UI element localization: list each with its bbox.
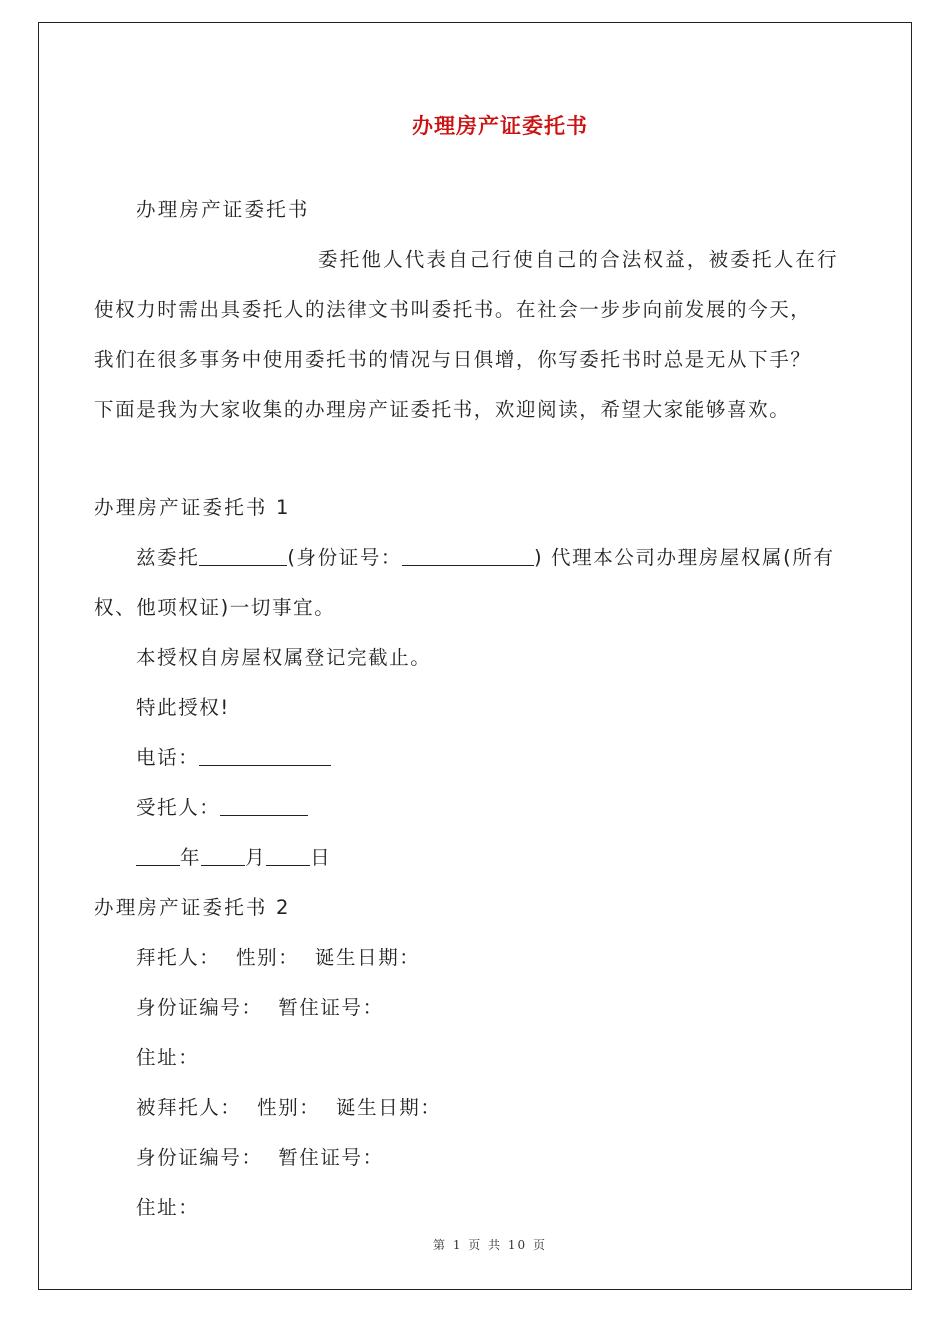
day-blank — [266, 845, 310, 866]
month-blank — [201, 845, 245, 866]
id-number-label: (身份证号： — [287, 546, 403, 569]
month-label: 月 — [245, 846, 267, 869]
agent-id-line: 身份证编号： 暂住证号： — [136, 1146, 384, 1169]
phone-line — [136, 744, 331, 772]
section-1-scope-line: 权、他项权证)一切事宜。 — [94, 596, 336, 619]
principal-info-line: 拜托人： 性别： 诞生日期： — [136, 946, 421, 969]
year-label: 年 — [180, 846, 202, 869]
delegate-label: 兹委托 — [136, 546, 200, 569]
phone-blank — [199, 745, 331, 766]
trustee-blank — [220, 795, 308, 816]
principal-id-line: 身份证编号： 暂住证号： — [136, 996, 384, 1019]
trustee-label: 受托人： — [136, 796, 221, 819]
id-number-blank — [402, 545, 534, 566]
date-line — [136, 844, 331, 872]
agent-info-line: 被拜托人： 性别： 诞生日期： — [136, 1096, 442, 1119]
day-label: 日 — [310, 846, 332, 869]
intro-paragraph-line-1: 委托他人代表自己行使自己的合法权益，被委托人在行 — [318, 248, 839, 271]
page-number-footer: 第 1 页 共 10 页 — [433, 1238, 547, 1252]
intro-paragraph-line-4: 下面是我为大家收集的办理房产证委托书，欢迎阅读，希望大家能够喜欢。 — [94, 398, 791, 421]
authorization-period-line: 本授权自房屋权属登记完截止。 — [136, 646, 432, 669]
agent-address-line: 住址： — [136, 1196, 200, 1219]
delegate-name-blank — [199, 545, 287, 566]
year-blank — [136, 845, 180, 866]
authorization-statement: 特此授权! — [136, 696, 230, 719]
phone-label: 电话： — [136, 746, 200, 769]
intro-heading: 办理房产证委托书 — [136, 198, 310, 221]
intro-paragraph-line-2: 使权力时需出具委托人的法律文书叫委托书。在社会一步步向前发展的今天， — [94, 298, 812, 321]
principal-address-line: 住址： — [136, 1046, 200, 1069]
section-1-delegation-line — [136, 544, 835, 572]
section-2-heading: 办理房产证委托书 2 — [94, 896, 291, 919]
intro-paragraph-line-3: 我们在很多事务中使用委托书的情况与日俱增，你写委托书时总是无从下手？ — [94, 348, 812, 371]
section-1-heading: 办理房产证委托书 1 — [94, 496, 291, 519]
delegation-scope-text: ) 代理本公司办理房屋权属(所有 — [534, 546, 835, 569]
trustee-line — [136, 794, 308, 822]
document-title: 办理房产证委托书 — [412, 113, 588, 138]
